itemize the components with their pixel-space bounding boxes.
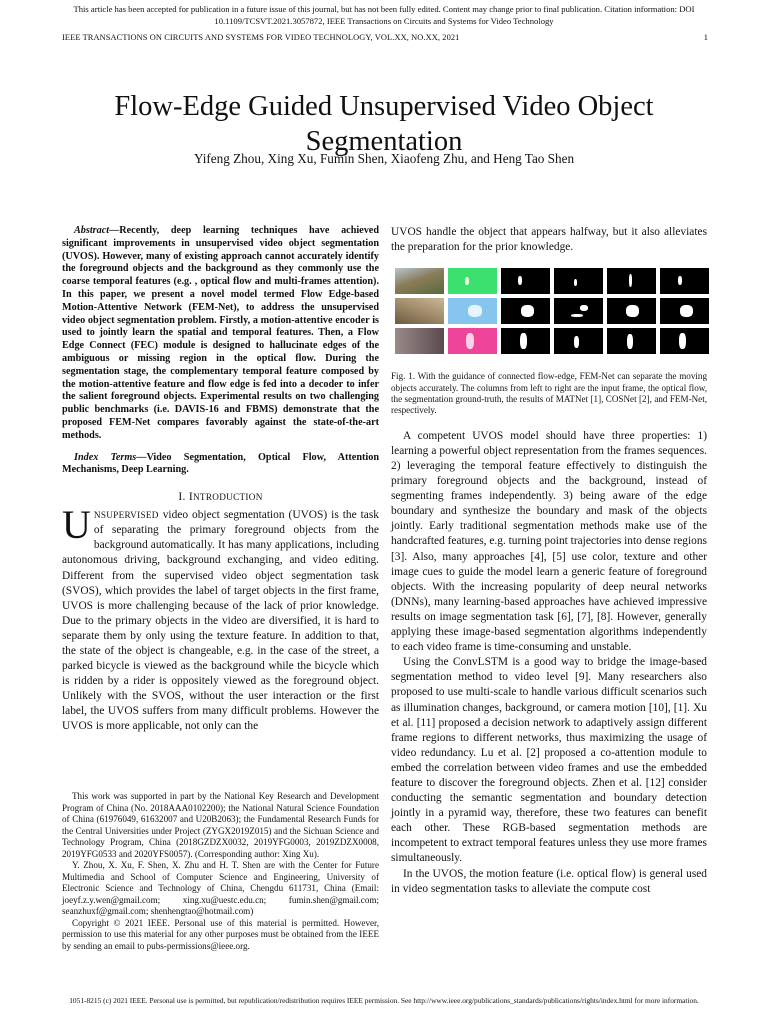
index-terms-label: Index Terms bbox=[74, 451, 137, 463]
fig-optical-flow bbox=[448, 298, 497, 324]
abstract-label: Abstract bbox=[74, 225, 110, 236]
intro-text: video object segmentation (UVOS) is the task of separating the primary foreground objects from the background automatically. It has many applications, including autonomous driving, background exchanging, and video editing. Different from the supervised video object segmentation task (SVOS), which provides the label of target objects in the first frame, UVOS is more challenging because of the lack of prior knowledge. Due to the primary objects in the video are diversified, it is hard to separate them by only using the texture feature. In addition to that, the state of the object is changeable, e.g. in the case of the street, a parked bicycle is viewed as the background while the bicycle which is ridden by a rider is oppositely viewed as the foreground object. Unlikely with the SVOS, without the user interaction or the first label, the UVOS suffers from many difficult problems. However the UVOS is more applicable, not only can the bbox=[62, 509, 379, 733]
fig-ground-truth bbox=[501, 328, 550, 354]
footnote-funding: This work was supported in part by the National Key Research and Development Program of China (No. 2018AAA0102200); the National Natural Science Foundation of China (61976049, 61632007 and U20B2063); the Fundamental Research Funds for the Central Universities under Project (ZYGX2019Z015) and the Sichuan Science and Technology Program, China (2018GZDZX0032, 2019YFG0003, 2019ZDZX0008, 2019YFG0533 and 2020YFS0057). (Corresponding author: Xing Xu). bbox=[62, 791, 379, 859]
left-column bbox=[62, 225, 379, 735]
fig-matnet-result bbox=[554, 268, 603, 294]
fig-matnet-result bbox=[554, 298, 603, 324]
index-terms-text: —Video Segmentation, Optical Flow, Attention Mechanisms, Deep Learning. bbox=[62, 451, 379, 476]
fig-femnet-result bbox=[660, 328, 709, 354]
accepted-article-banner: This article has been accepted for publication in a future issue of this journal, but has not been fully edited. Content may change prior to final publication. Citation information: DOI 10.1109/TCSVT.2021.3057872, IEEE Transactions on Circuits and Systems for Video Technology bbox=[73, 4, 695, 26]
figure-1-image-grid bbox=[391, 268, 707, 354]
page-number: 1 bbox=[703, 33, 708, 42]
intro-paragraph bbox=[62, 502, 379, 734]
fig-input-frame bbox=[395, 328, 444, 354]
paragraph-convlstm: Using the ConvLSTM is a good way to bridge the image-based segmentation method to video level [9]. Many researchers also proposed to use multi-scale to handle various difficult scenarios such as illumination changes, background, or camera motion [10], [1]. Xu et al. [11] proposed a decision network to adaptively assign different frame regions to different networks, thus maximizing the usage of video redundancy. Lu et al. [2] proposed a co-attention module to embed the correlation between video frames and use the embedded feature to discover the foreground objects. Zhen et al. [12] consider conducting the semantic segmentation and boundary detection jointly in a pyramid way, therefore, these two features can benefit each other. These RGB-based segmentation methods are incompetent to extract temporal features unless they use more frames simultaneously. bbox=[391, 656, 707, 865]
fig-input-frame bbox=[395, 298, 444, 324]
figure-1 bbox=[391, 268, 707, 417]
fig-optical-flow bbox=[448, 268, 497, 294]
fig-optical-flow bbox=[448, 328, 497, 354]
intro-continued: UVOS handle the object that appears halfway, but it also alleviates the preparation for the prior knowledge. bbox=[391, 226, 707, 254]
footnote-copyright: Copyright © 2021 IEEE. Personal use of this material is permitted. However, permission to use this material for any other purposes must be obtained from the IEEE by sending an email to pubs-permissions@ieee.org. bbox=[62, 917, 379, 951]
paragraph-properties: A competent UVOS model should have three properties: 1) learning a powerful object representation from the frames sequences. 2) leveraging the temporal feature effectively to distinguish the primary foreground objects and the background, instead of segmenting frames independently. 3) being aware of the edge boundary and synthesize the boundary and mask of the objects jointly. Early traditional segmentation methods make use of the handcrafted features, e.g. turning point trajectories into dense regions [3]. Also, many approaches [4], [5] use color, texture and other image cues to guide the model learn a generic feature of foreground objects. With the increasing popularity of deep neural networks (DNNs), many learning-based approaches have achieved impressive results on image segmentation task [6], [7], [8]. However, generally applying these image-based segmentation algorithms independently to each video frame is time-consuming and unstable. bbox=[391, 429, 707, 654]
index-terms bbox=[62, 452, 379, 478]
fig-femnet-result bbox=[660, 298, 709, 324]
fig-input-frame bbox=[395, 268, 444, 294]
intro-lead-word: NSUPERVISED bbox=[93, 510, 159, 521]
paper-title: Flow-Edge Guided Unsupervised Video Object Segmentation bbox=[114, 91, 654, 158]
drop-cap: U bbox=[62, 502, 91, 548]
section-initial: I bbox=[188, 491, 193, 504]
section-numeral: I. bbox=[178, 491, 189, 504]
right-body-text bbox=[391, 429, 707, 897]
fig-ground-truth bbox=[501, 268, 550, 294]
fig-ground-truth bbox=[501, 298, 550, 324]
fig-cosnet-result bbox=[607, 298, 656, 324]
right-column bbox=[391, 225, 707, 897]
figure-1-caption: Fig. 1. With the guidance of connected flow-edge, FEM-Net can separate the moving objects accurately. The columns from left to right are the input frame, the optical flow, the segmentation ground-truth, the results of MATNet [1], COSNet [2], and FEM-Net, respectively. bbox=[391, 371, 707, 416]
fig-cosnet-result bbox=[607, 268, 656, 294]
fig-cosnet-result bbox=[607, 328, 656, 354]
abstract bbox=[62, 225, 379, 443]
section-title-rest: NTRODUCTION bbox=[192, 492, 263, 503]
abstract-text: —Recently, deep learning techniques have achieved significant improvements in unsupervised video object segmentation (UVOS). However, many of existing approach cannot accurately identify the foreground objects and the background as they commonly use the coarse temporal features (e.g. , optical flow and multi-frames attention). In this paper, we present a novel model termed Flow Edge-based Motion-Attentive Network (FEM-Net), to address the unsupervised video object segmentation problem. Firstly, a motion-attentive encoder is used to jointly learn the spatial and temporal features. Then, a Flow Edge Connect (FEC) module is designed to hallucinate edges of the ambiguous or missing region in the optical flow. During the segmentation stage, the complementary temporal feature composed by the motion-attentive feature and flow edge is fed into a decoder to infer the salient foreground objects. Experimental results on two challenging public benchmarks (i.e. DAVIS-16 and FBMS) demonstrate that the proposed FEM-Net compares favorably against the state-of-the-art methods. bbox=[62, 225, 379, 441]
copyright-notice: 1051-8215 (c) 2021 IEEE. Personal use is permitted, but republication/redistribution requires IEEE permission. See http://www.ieee.org/publications_standards/publications/rights/index.html for more information. bbox=[69, 996, 699, 1005]
journal-name: IEEE TRANSACTIONS ON CIRCUITS AND SYSTEMS FOR VIDEO TECHNOLOGY, VOL.XX, NO.XX, 2021 bbox=[62, 33, 460, 42]
paragraph-motion-feature: In the UVOS, the motion feature (i.e. optical flow) is general used in video segmentation tasks to alleviate the compute cost bbox=[391, 867, 707, 895]
fig-femnet-result bbox=[660, 268, 709, 294]
section-heading-introduction bbox=[62, 491, 379, 503]
footnote-affiliation: Y. Zhou, X. Xu, F. Shen, X. Zhu and H. T. Shen are with the Center for Future Multimedia and School of Computer Science and Engineering, University of Electronic Science and Technology of China, Chengdu 611731, China (Email: joeyf.z.y.wen@gmail.com; xing.xu@uestc.edu.cn; fumin.shen@gmail.com; seanzhuxf@gmail.com; shenhengtao@hotmail.com) bbox=[62, 860, 379, 916]
running-head bbox=[62, 33, 708, 42]
footnotes bbox=[62, 791, 379, 952]
author-list: Yifeng Zhou, Xing Xu, Fumin Shen, Xiaofeng Zhu, and Heng Tao Shen bbox=[193, 151, 575, 166]
fig-matnet-result bbox=[554, 328, 603, 354]
